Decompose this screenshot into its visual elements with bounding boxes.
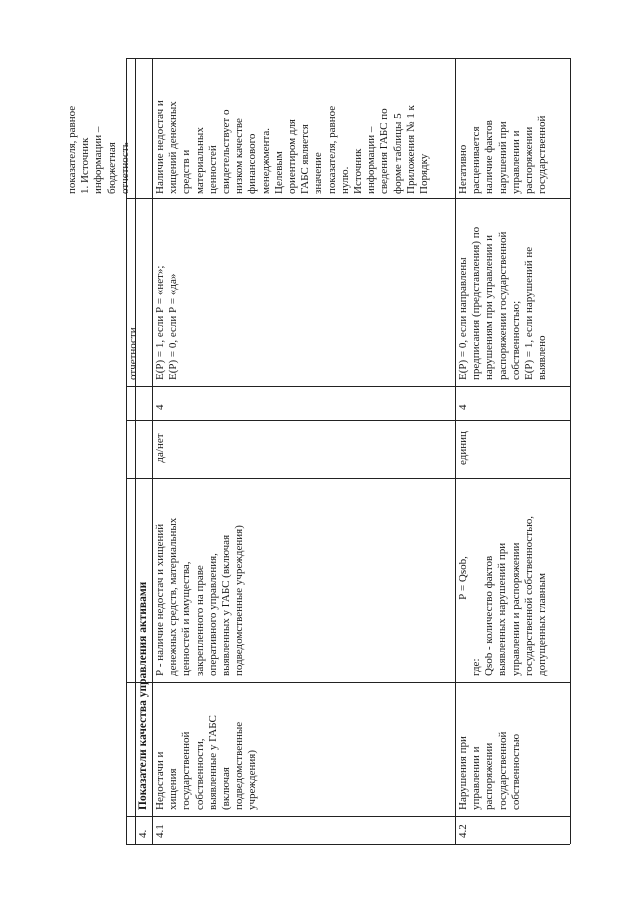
section-number: 4. (137, 829, 149, 838)
table-border-weight-formula (126, 386, 570, 387)
row-4-2-name: Нарушения при управлении и распоряжении государственной собственностью (457, 731, 522, 810)
row-4-2-weight: 4 (457, 404, 469, 410)
row-4-1-weight: 4 (154, 404, 166, 410)
row-4-2-comment: Негативно расценивается наличие фактов нарушений при управлении и распоряжении государственной (457, 115, 549, 194)
row-4-1-formula: Е(Р) = 1, если Р = «нет»; Е(Р) = 0, если Р = «да» (154, 265, 180, 380)
table-border-right (570, 58, 571, 844)
row-4-1-comment: Наличие недостач и хищений денежных средств и материальных ценностей свидетельствует о низком качестве финансового менеджмента. Целевым ориентиром для ГАБС является значение показателя, равное нулю. Источник информации – сведения ГАБС по форме таблицы 5 Приложения № 1 к Порядку (154, 100, 431, 194)
top-row-comment: показателя, равное 1. Источник информации – бюджетная отчетность (66, 105, 131, 194)
table-border-bottom (126, 844, 570, 845)
row-4-1-definition: Р - наличие недостач и хищений денежных средств, материальных ценностей и имущества, закрепленного на праве оперативного управления, выявленных у ГАБС (включая подведомственные учреждения) (154, 517, 246, 676)
table-border-formula-comment (126, 198, 570, 199)
top-row-formula: отчетности (127, 327, 139, 380)
row-4-2-unit: единиц (457, 431, 469, 465)
row-4-1-unit: да/нет (154, 433, 166, 463)
row-4-2-definition-formula: Р = Qsob, (457, 556, 469, 600)
table-border-top (126, 58, 570, 59)
row-4-2-number: 4.2 (457, 824, 469, 838)
table-border-definition-unit (126, 478, 570, 479)
row-4-2-formula: Е(Р) = 0, если направлены предписания (представления) по нарушениям при управлении и распоряжении государственной собственностью; Е(Р) = 1, если нарушений не выявлено (457, 226, 549, 380)
table-border-number-name (126, 816, 570, 817)
row-4-2-definition: где: Qsob - количество фактов выявленных нарушений при управлении и распоряжении государственной собственностью, допущенных главным (470, 515, 549, 676)
row-4-1-number: 4.1 (154, 824, 166, 838)
table-border-unit-weight (126, 420, 570, 421)
row-divider-top (135, 58, 136, 844)
row-4-1-name: Недостачи и хищения государственной собственности, выявленные у ГАБС (включая подведомственные учреждения) (154, 715, 259, 810)
row-divider-section (152, 58, 153, 844)
table-border-name-definition (126, 682, 570, 683)
row-divider-4-1 (455, 58, 456, 844)
section-title: Показатели качества управления активами (137, 581, 149, 810)
